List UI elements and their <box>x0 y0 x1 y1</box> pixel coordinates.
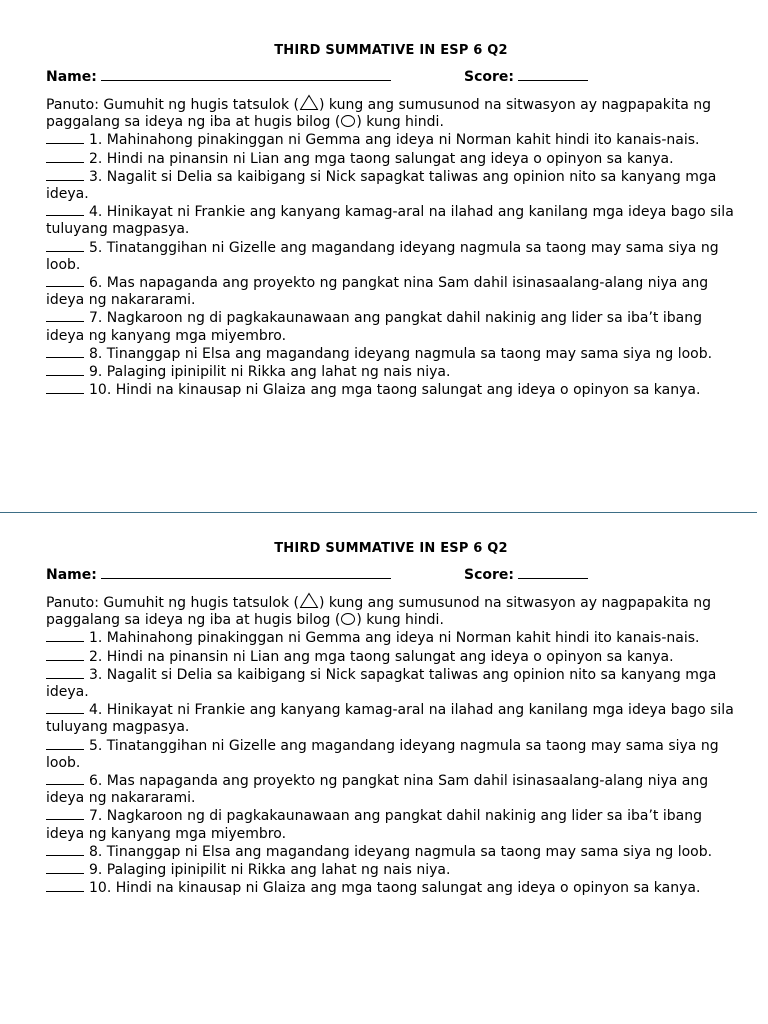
answer-blank[interactable] <box>46 381 84 394</box>
name-label: Name: <box>46 567 97 583</box>
score-field <box>464 68 588 85</box>
answer-blank[interactable] <box>46 772 84 785</box>
list-item: 8. Tinanggap ni Elsa ang magandang ideyang nagmula sa taong may sama siya ng loob. <box>46 843 736 861</box>
answer-blank[interactable] <box>46 737 84 750</box>
list-item: 8. Tinanggap ni Elsa ang magandang ideyang nagmula sa taong may sama siya ng loob. <box>46 345 736 363</box>
answer-blank[interactable] <box>46 309 84 322</box>
instructions-text: Panuto: Gumuhit ng hugis tatsulok ( ) kung ang sumusunod na sitwasyon ay nagpapakita ng paggalang sa ideya ng iba at hugis bilog ( ) kung hindi. <box>46 94 736 131</box>
name-field <box>46 566 391 583</box>
worksheet-top <box>46 42 736 399</box>
instructions-block <box>46 94 736 399</box>
triangle-icon <box>299 94 319 111</box>
score-label: Score: <box>464 567 514 583</box>
list-item: 5. Tinatanggihan ni Gizelle ang magandang ideyang nagmula sa taong may sama siya ng loob. <box>46 737 719 771</box>
answer-blank[interactable] <box>46 648 84 661</box>
score-label: Score: <box>464 69 514 85</box>
list-item: 6. Mas napaganda ang proyekto ng pangkat nina Sam dahil isinasaalang-alang niya ang ideya ng nakararami. <box>46 773 709 807</box>
list-item: 3. Nagalit si Delia sa kaibigang si Nick sapagkat taliwas ang opinion nito sa kanyang mga ideya. <box>46 666 717 701</box>
list-item: 2. Hindi na pinansin ni Lian ang mga taong salungat ang ideya o opinyon sa kanya. <box>46 648 736 666</box>
answer-blank[interactable] <box>46 701 84 714</box>
list-item: 2. Hindi na pinansin ni Lian ang mga taong salungat ang ideya o opinyon sa kanya. <box>46 150 736 168</box>
instructions-block <box>46 592 736 897</box>
name-label: Name: <box>46 69 97 85</box>
list-item: 10. Hindi na kinausap ni Glaiza ang mga taong salungat ang ideya o opinyon sa kanya. <box>46 381 736 399</box>
triangle-icon <box>299 592 319 609</box>
list-item: 10. Hindi na kinausap ni Glaiza ang mga taong salungat ang ideya o opinyon sa kanya. <box>46 879 736 897</box>
list-item: 4. Hinikayat ni Frankie ang kanyang kamag-aral na ilahad ang kanilang mga ideya bago sila tuluyang magpasya. <box>46 204 734 238</box>
worksheet-title: THIRD SUMMATIVE IN ESP 6 Q2 <box>274 43 508 58</box>
answer-blank[interactable] <box>46 879 84 892</box>
worksheet-bottom <box>46 540 736 897</box>
answer-blank[interactable] <box>46 131 84 144</box>
answer-blank[interactable] <box>46 345 84 358</box>
name-score-row <box>46 68 736 90</box>
answer-blank[interactable] <box>46 239 84 252</box>
score-blank-line <box>518 566 588 579</box>
name-blank-line <box>101 68 391 81</box>
instructions-text: Panuto: Gumuhit ng hugis tatsulok ( ) kung ang sumusunod na sitwasyon ay nagpapakita ng paggalang sa ideya ng iba at hugis bilog ( ) kung hindi. <box>46 592 736 629</box>
answer-blank[interactable] <box>46 150 84 163</box>
circle-icon <box>340 612 356 626</box>
page-divider <box>0 512 757 513</box>
circle-icon <box>340 114 356 128</box>
answer-blank[interactable] <box>46 843 84 856</box>
answer-blank[interactable] <box>46 203 84 216</box>
answer-blank[interactable] <box>46 363 84 376</box>
answer-blank[interactable] <box>46 807 84 820</box>
worksheet-title: THIRD SUMMATIVE IN ESP 6 Q2 <box>274 541 508 556</box>
name-field <box>46 68 391 85</box>
list-item: 7. Nagkaroon ng di pagkakaunawaan ang pangkat dahil nakinig ang lider sa iba’t ibang ideya ng kanyang mga miyembro. <box>46 808 702 842</box>
answer-blank[interactable] <box>46 274 84 287</box>
list-item: 9. Palaging ipinipilit ni Rikka ang lahat ng nais niya. <box>46 363 736 381</box>
answer-blank[interactable] <box>46 666 84 679</box>
name-blank-line <box>101 566 391 579</box>
name-score-row <box>46 566 736 588</box>
list-item: 6. Mas napaganda ang proyekto ng pangkat nina Sam dahil isinasaalang-alang niya ang ideya ng nakararami. <box>46 275 709 309</box>
list-item: 1. Mahinahong pinakinggan ni Gemma ang ideya ni Norman kahit hindi ito kanais-nais. <box>46 131 736 149</box>
list-item: 3. Nagalit si Delia sa kaibigang si Nick sapagkat taliwas ang opinion nito sa kanyang mga ideya. <box>46 168 717 203</box>
list-item: 1. Mahinahong pinakinggan ni Gemma ang ideya ni Norman kahit hindi ito kanais-nais. <box>46 629 736 647</box>
score-field <box>464 566 588 583</box>
list-item: 7. Nagkaroon ng di pagkakaunawaan ang pangkat dahil nakinig ang lider sa iba’t ibang ideya ng kanyang mga miyembro. <box>46 310 702 344</box>
answer-blank[interactable] <box>46 861 84 874</box>
answer-blank[interactable] <box>46 168 84 181</box>
score-blank-line <box>518 68 588 81</box>
list-item: 4. Hinikayat ni Frankie ang kanyang kamag-aral na ilahad ang kanilang mga ideya bago sila tuluyang magpasya. <box>46 702 734 736</box>
list-item: 9. Palaging ipinipilit ni Rikka ang lahat ng nais niya. <box>46 861 736 879</box>
answer-blank[interactable] <box>46 629 84 642</box>
list-item: 5. Tinatanggihan ni Gizelle ang magandang ideyang nagmula sa taong may sama siya ng loob. <box>46 239 719 273</box>
